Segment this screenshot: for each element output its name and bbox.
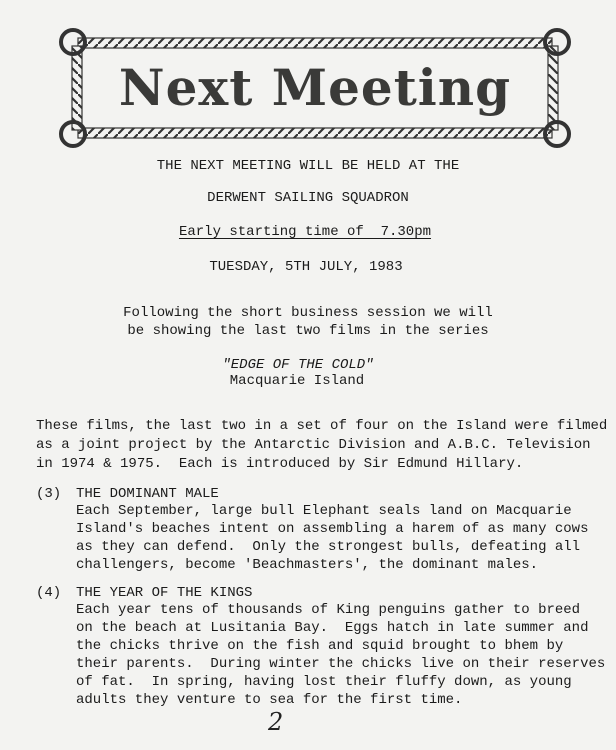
film-series-title: "EDGE OF THE COLD" — [222, 357, 374, 373]
film-number: (3) — [36, 486, 62, 502]
meeting-date-line: TUESDAY, 5TH JULY, 1983 — [209, 259, 403, 275]
meeting-venue-line-1: THE NEXT MEETING WILL BE HELD AT THE — [156, 158, 460, 174]
film-series-subtitle: Macquarie Island — [229, 373, 365, 389]
start-time-line: Early starting time of 7.30pm — [178, 224, 432, 240]
film-title: THE DOMINANT MALE — [76, 486, 219, 502]
film-title: THE YEAR OF THE KINGS — [76, 585, 253, 601]
next-meeting-banner — [58, 24, 572, 152]
intro-paragraph: These films, the last two in a set of four on the Island were filmed as a joint project by the Antarctic Division and A.B.C. Television in 1974 & 1975. Each is introduced by Sir Edmund Hillary. — [36, 418, 608, 472]
film-number: (4) — [36, 585, 62, 601]
business-session-line-2: be showing the last two films in the series — [127, 323, 489, 339]
film-description: Each year tens of thousands of King penguins gather to breed on the beach at Lusitania Bay. Eggs hatch in late summer and the chicks thrive on the fish and squid brought to bhem by their parents. During winter the chicks live on their reserves of fat. In spring, having lost their fluffy down, as young adults they venture to sea for the first time. — [76, 602, 606, 708]
film-description: Each September, large bull Elephant seals land on Macquarie Island's beaches intent on assembling a harem of as many cows as they can defend. Only the strongest bulls, defeating all challengers, become 'Beachmasters', the dominant males. — [76, 503, 589, 573]
business-session-line-1: Following the short business session we will — [123, 305, 493, 321]
meeting-venue-line-2: DERWENT SAILING SQUADRON — [207, 190, 409, 206]
banner-title: Next Meeting — [118, 58, 512, 117]
page-number: 2 — [268, 708, 284, 736]
